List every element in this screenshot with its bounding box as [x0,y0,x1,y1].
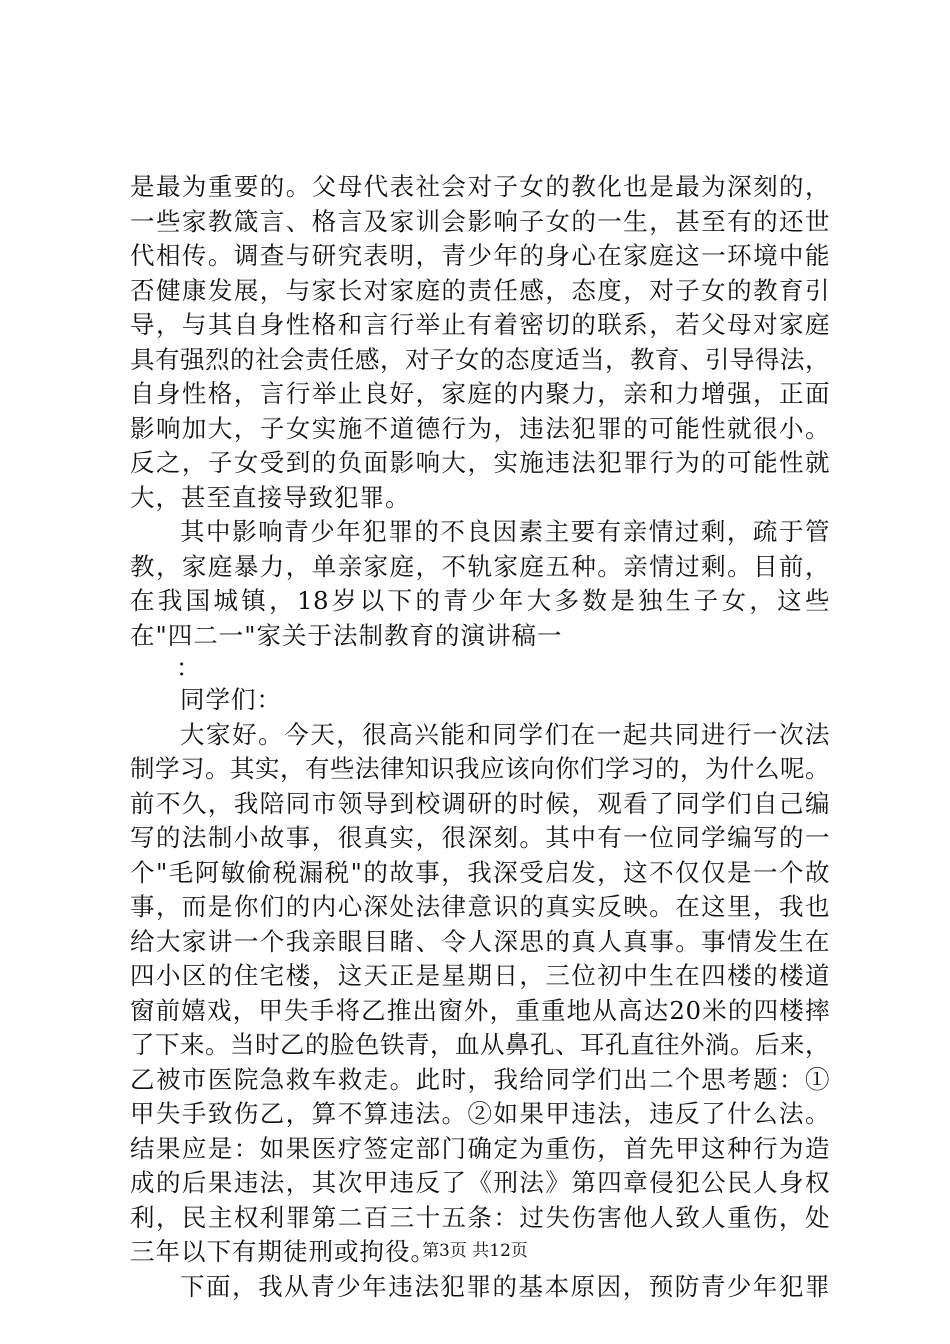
text-line: 在"四二一"家关于法制教育的演讲稿一 [130,620,563,650]
text-line: 写的法制小故事，很真实，很深刻。其中有一位同学编写的一 [130,823,830,852]
text-line: 大，甚至直接导致犯罪。 [130,482,411,512]
text-line: 成的后果违法，其次甲违反了《刑法》第四章侵犯公民人身权 [130,1168,830,1197]
text-line: 是最为重要的。父母代表社会对子女的教化也是最为深刻的， [130,172,830,201]
body-text [130,170,830,1304]
text-line: 结果应是：如果医疗签定部门确定为重伤，首先甲这种行为造 [130,1133,830,1163]
text-line: ： [176,653,202,682]
text-line: 教，家庭暴力，单亲家庭，不轨家庭五种。亲情过剩。目前， [130,551,830,581]
text-line: 反之，子女受到的负面影响大，实施违法犯罪行为的可能性就 [130,448,830,477]
text-line: 导，与其自身性格和言行举止有着密切的联系，若父母对家庭 [130,310,830,339]
text-line: 影响加大，子女实施不道德行为，违法犯罪的可能性就很小。 [130,413,830,443]
text-line: 一些家教箴言、格言及家训会影响子女的一生，甚至有的还世 [130,206,830,236]
text-line: 了下来。当时乙的脸色铁青，血从鼻孔、耳孔直往外淌。后来， [130,1030,830,1059]
text-line: 利，民主权利罪第二百三十五条：过失伤害他人致人重伤，处 [130,1202,830,1232]
text-line: 自身性格，言行举止良好，家庭的内聚力，亲和力增强，正面 [130,379,830,408]
text-line: 四小区的住宅楼，这天正是星期日，三位初中生在四楼的楼道 [130,961,830,990]
text-line: 甲失手致伤乙，算不算违法。②如果甲违法，违反了什么法。 [130,1099,830,1128]
page-number-footer: 第3页 共12页 [422,1241,528,1261]
text-line: 代相传。调查与研究表明，青少年的身心在家庭这一环境中能 [130,241,830,270]
text-line: 事，而是你们的内心深处法律意识的真实反映。在这里，我也 [130,892,830,921]
text-line: 制学习。其实，有些法律知识我应该向你们学习的，为什么呢。 [130,754,830,783]
text-line: 乙被市医院急救车救走。此时，我给同学们出二个思考题：① [130,1064,830,1094]
paragraph-first-line: 大家好。今天，很高兴能和同学们在一起共同进行一次法 [180,719,830,749]
paragraph-first-line: 其中影响青少年犯罪的不良因素主要有亲情过剩，疏于管 [180,517,830,546]
text-line: 具有强烈的社会责任感，对子女的态度适当，教育、引导得法， [130,344,830,374]
salutation: 同学们： [180,685,282,714]
paragraph-first-line: 下面，我从青少年违法犯罪的基本原因，预防青少年犯罪 [180,1271,830,1301]
text-line: 给大家讲一个我亲眼目睹、令人深思的真人真事。事情发生在 [130,926,830,956]
text-line: 窗前嬉戏，甲失手将乙推出窗外，重重地从高达20米的四楼摔 [130,995,830,1025]
text-line: 否健康发展，与家长对家庭的责任感，态度，对子女的教育引 [130,275,830,305]
text-line: 前不久，我陪同市领导到校调研的时候，观看了同学们自己编 [130,788,830,818]
text-line: 在我国城镇，18岁以下的青少年大多数是独生子女，这些 [130,586,830,615]
text-line: 个"毛阿敏偷税漏税"的故事，我深受启发，这不仅仅是一个故 [130,857,830,887]
text-line: 三年以下有期徒刑或拘役。 [130,1237,436,1266]
